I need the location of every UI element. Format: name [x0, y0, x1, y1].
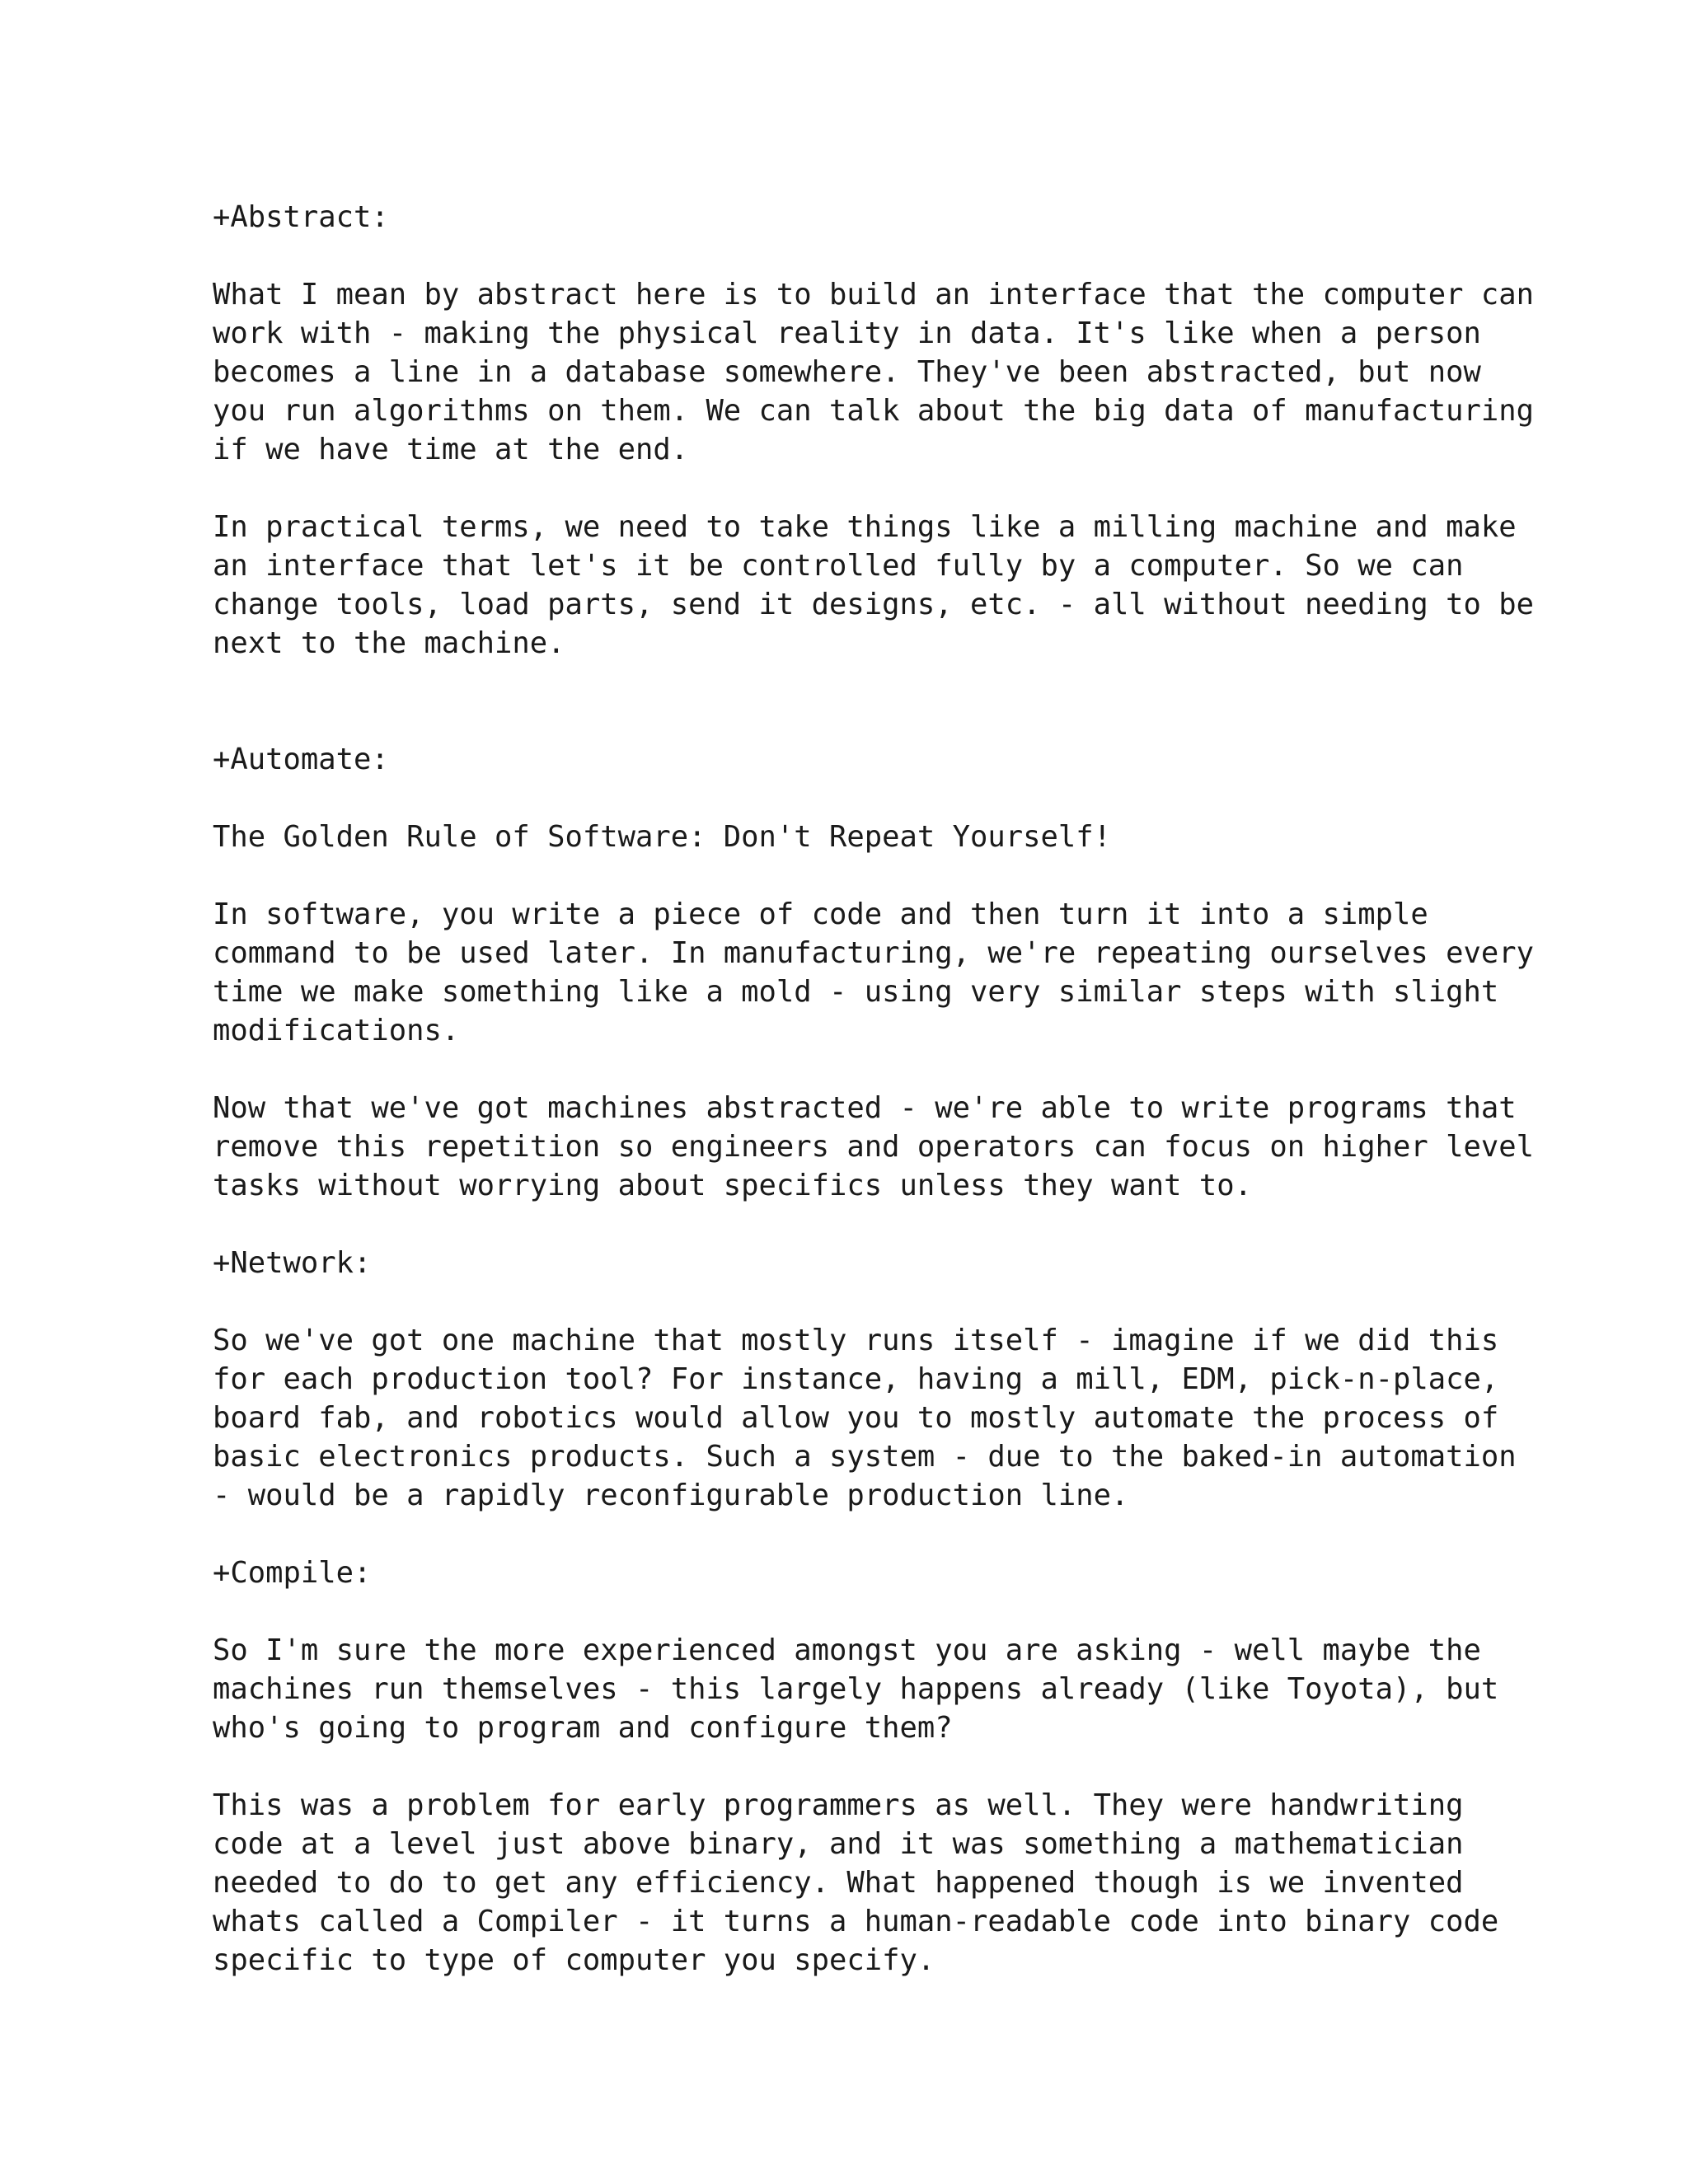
paragraph [213, 818, 1531, 856]
paragraph [213, 895, 1534, 1050]
text-line: needed to do to get any efficiency. What happened though is we invented [213, 1866, 1464, 1900]
section-heading: +Automate: [213, 743, 389, 776]
text-line: So I'm sure the more experienced amongst you are asking - well maybe the [213, 1633, 1481, 1667]
text-line: if we have time at the end. [213, 433, 689, 466]
document-page [213, 198, 1534, 2018]
text-line: command to be used later. In manufacturing, we're repeating ourselves every [213, 936, 1534, 970]
section-network [213, 1244, 1531, 1515]
text-line: basic electronics products. Such a system - due to the baked-in automation [213, 1440, 1517, 1474]
text-line: who's going to program and configure them? [213, 1711, 953, 1745]
paragraph [213, 1321, 1531, 1515]
text-line: So we've got one machine that mostly runs itself - imagine if we did this [213, 1324, 1499, 1357]
text-line: In software, you write a piece of code and then turn it into a simple [213, 898, 1428, 931]
text-line: The Golden Rule of Software: Don't Repeat Yourself! [213, 820, 1112, 854]
text-line: specific to type of computer you specify. [213, 1943, 935, 1977]
text-line: tasks without worrying about specifics unless they want to. [213, 1169, 1252, 1202]
paragraph [213, 1631, 1531, 1747]
section-heading: +Abstract: [213, 200, 389, 234]
section-abstract [213, 198, 1534, 740]
text-line: machines run themselves - this largely happens already (like Toyota), but [213, 1672, 1499, 1706]
text-line: code at a level just above binary, and it was something a mathematician [213, 1827, 1464, 1861]
text-line: becomes a line in a database somewhere. They've been abstracted, but now [213, 355, 1481, 389]
text-line: work with - making the physical reality in data. It's like when a person [213, 316, 1481, 350]
paragraph [213, 275, 1534, 469]
text-line: you run algorithms on them. We can talk about the big data of manufacturing [213, 394, 1534, 428]
section-compile [213, 1554, 1531, 1980]
text-line: board fab, and robotics would allow you to mostly automate the process of [213, 1401, 1499, 1435]
section-automate [213, 740, 1534, 1205]
paragraph [213, 508, 1534, 663]
text-line: modifications. [213, 1014, 460, 1047]
text-line: change tools, load parts, send it designs, etc. - all without needing to be [213, 588, 1534, 621]
paragraph [213, 1786, 1531, 1980]
text-line: This was a problem for early programmers as well. They were handwriting [213, 1788, 1464, 1822]
text-line: for each production tool? For instance, having a mill, EDM, pick-n-place, [213, 1362, 1499, 1396]
text-line: Now that we've got machines abstracted - we're able to write programs that [213, 1091, 1517, 1125]
section-heading: +Network: [213, 1246, 372, 1280]
text-line: next to the machine. [213, 626, 565, 660]
spacer [213, 701, 1531, 740]
text-line: remove this repetition so engineers and operators can focus on higher level [213, 1130, 1534, 1164]
text-line: time we make something like a mold - using very similar steps with slight [213, 975, 1499, 1009]
text-line: What I mean by abstract here is to build an interface that the computer can [213, 278, 1534, 312]
text-line: whats called a Compiler - it turns a human-readable code into binary code [213, 1905, 1499, 1938]
text-line: In practical terms, we need to take things like a milling machine and make [213, 510, 1517, 544]
section-heading: +Compile: [213, 1556, 372, 1590]
text-line: an interface that let's it be controlled fully by a computer. So we can [213, 549, 1464, 583]
text-line: - would be a rapidly reconfigurable production line. [213, 1479, 1129, 1512]
paragraph [213, 1089, 1534, 1205]
